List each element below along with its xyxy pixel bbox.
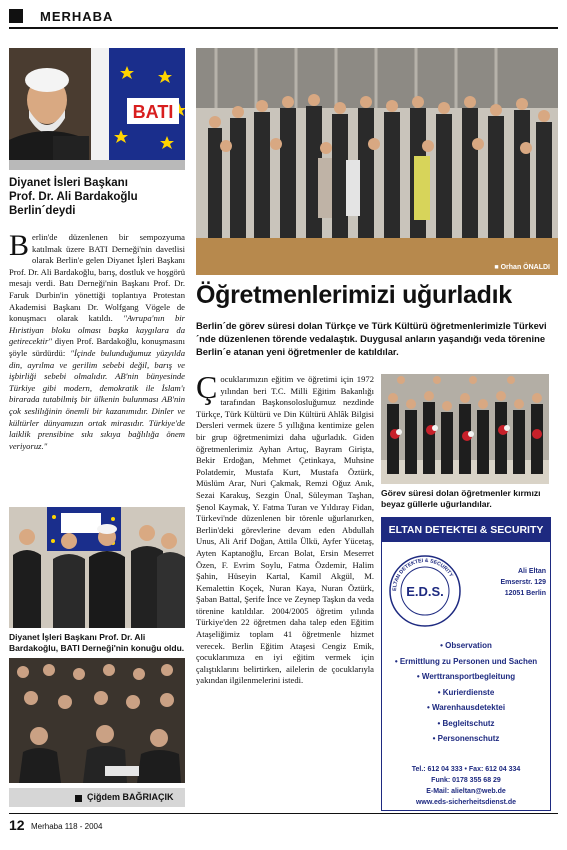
eds-logo bbox=[388, 554, 462, 628]
footer-rule bbox=[9, 813, 558, 814]
ad-service-item: • Werttransportbegleitung bbox=[416, 672, 516, 681]
ad-company-name: ELTAN DETEKTEI & SECURITY bbox=[382, 518, 550, 542]
header-square bbox=[9, 9, 23, 23]
left-drop-cap: B bbox=[9, 229, 30, 262]
banner-text: BATI bbox=[132, 102, 174, 122]
ad-service-item: • Personenschutz bbox=[432, 734, 500, 743]
eds-advertisement bbox=[381, 517, 551, 811]
header-rule bbox=[9, 27, 558, 29]
ad-phone-fax: Tel.: 612 04 333 • Fax: 612 04 334 bbox=[411, 766, 521, 773]
left-photographer: Çiğdem BAĞRIAÇIK bbox=[87, 792, 174, 802]
left-bottom-photo bbox=[9, 658, 185, 783]
left-quote-1: "Avrupa'nın bir Hıristiyan bloku olması başka kaygılara da getirecektir" bbox=[9, 313, 185, 347]
main-lead: Berlin´de görev süresi dolan Türkçe ve Türk Kültürü öğretmenlerimizle Türkevi´nde düzenlenen törende vedalaştık. Duygusal anların yaşandığı veda törenine Berlin´e atanan yeni öğretmenler de katıldılar. bbox=[196, 320, 547, 357]
left-photo-caption: Diyanet İşleri Başkanı Prof. Dr. Ali Bardakoğlu, BATI Derneği'nin konuğu oldu. bbox=[9, 632, 185, 653]
ad-service-item: • Kurierdienste bbox=[437, 687, 495, 697]
ad-service-item: • Warenhausdetektei bbox=[426, 703, 506, 712]
ad-email: E-Mail: alieltan@web.de bbox=[426, 788, 506, 795]
credit-square bbox=[75, 795, 82, 802]
left-quote-2: "İçinde bulunduğumuz yüzyılda din, ayrılma ve gerilim sebebi değil, barış ve işbirliği sebebi olmalıdır. AB'nin bünyesinde Türkiye gibi modern, demokratik ile İslam'ı birarada tutabilmiş bir ülkenin bulunması AB'nin çok seslilığinin önemli bir kazanımıdır. Dinler ve kültürler dünyamızın ortak mirasıdır. Türkiye'de laiklik prensibine sıkı sıkıya bağlılığa önem veriyoruz." bbox=[9, 347, 185, 451]
main-photo-credit: ■ Orhan ÖNALDI bbox=[494, 264, 550, 271]
ad-address-street: Emserstr. 129 bbox=[500, 579, 546, 586]
left-headline-line3: Berlin´deydi bbox=[9, 205, 76, 217]
ad-service-item: • Observation bbox=[440, 641, 492, 650]
left-headline-line1: Diyanet İsleri Başkanı bbox=[9, 177, 128, 189]
left-middle-photo bbox=[9, 507, 185, 628]
ad-service-item: • Begleitschutz bbox=[437, 718, 495, 728]
ad-contact bbox=[388, 764, 544, 808]
ad-address bbox=[482, 566, 546, 599]
main-article-body bbox=[196, 369, 374, 687]
ad-address-city: 12051 Berlin bbox=[504, 590, 546, 597]
left-photographer-bar bbox=[9, 788, 185, 807]
ad-website: www.eds-sicherheitsdienst.de bbox=[415, 799, 517, 806]
left-headline-line2: Prof. Dr. Ali Bardakoğlu bbox=[9, 191, 138, 203]
main-group-photo bbox=[196, 48, 558, 275]
ad-mobile: Funk: 0178 355 68 29 bbox=[431, 777, 501, 784]
ad-services-list bbox=[388, 638, 544, 747]
main-title: Öğretmenlerimizi uğurladık bbox=[196, 281, 512, 309]
ad-service-item: • Ermittlung zu Personen und Sachen bbox=[394, 656, 538, 666]
left-top-photo bbox=[9, 48, 185, 170]
teachers-photo bbox=[381, 374, 549, 484]
main-drop-cap: Ç bbox=[196, 369, 218, 405]
magazine-title: MERHABA bbox=[40, 9, 114, 24]
eds-logo-ring-text: ELTAN DETEKTEI & SECURITY bbox=[391, 557, 454, 592]
page-number: 12 bbox=[9, 817, 25, 833]
left-headline bbox=[9, 176, 184, 218]
ad-address-name: Ali Eltan bbox=[517, 568, 546, 575]
left-body-text: erlin'de düzenlenen bir sempozyuma katılmak üzere BATI Derneği'nin davetlisi olarak Berlin'e gelen Diyanet İşleri Başkanı Prof. Dr. Ali Bardakoğlu, barış, dostluk ve hoşgörü mesajı verdi. Batı Derneği'nin Başkanı Prof. Dr. Faruk Durbin'in yönettiği toplantıya Protestan Akademisi Başkanı Dr. Wolfgang Vögele de konuşmacı olarak katıldı. bbox=[9, 232, 185, 324]
main-photo-credit-text: Orhan ÖNALDI bbox=[500, 264, 550, 271]
issue-label: Merhaba 118 - 2004 bbox=[31, 822, 103, 831]
eds-logo-letters: E.D.S. bbox=[406, 584, 444, 599]
left-article-body bbox=[9, 229, 185, 452]
left-body-text-2: diyen Prof. Bardakoğlu, konuşmasını şöyle sürdürdü: bbox=[9, 336, 185, 358]
main-body-text: ocuklarımızın eğitim ve öğretimi için 1972 yılından beri T.C. Milli Eğitim Bakanlığı tarafından Başkonsolosluğumuz nezdinde Türkçe, Türk Kültürü ve Din Kültürü Ahlâk Bilgisi Dersleri vermek üzere 5 yıllığına kentimize gelen bir grup öğretmenimizi daha uğurladık. Giden öğretmenlerimiz Ayhan Artuç, Bayram Girişta, Bekir Erdoğan, Mehmet Çetinkaya, Muhsine Polatdemir, Mustafa Kurt, Mustafa Öztürk, Müslüm Arar, Nuri Çakmak, Remzi Oğuz Anık, Sezai Karakuş, Sezgin Ünal, Süleyman Taşhan, Şenol Kaymak, Y. Fatma Turan ve Yıldıray Fidan, Türkevi'nde düzenlenen bir törenle uğurlanırken, Berlin'deki görevlerine devam eden Abdullah Unus, Ali Arif Doğan, Attila Ülkü, Ayfer Yücetaş, Ayten Kaptanoğlu, Ercan Bolat, Ersin Meserret Özen, F. Evrim Soylu, Fatma Özdemir, Halim Şahin, Hüseyin Kartal, Kamil Akgül, M. Kemalettin Koçek, Nuran Kaya, Nuran Öztürk, Şaban Battal, Şerife İnce ve Zeynep Taşkın da veda törenine katıldılar. 2004/2005 öğretim yılında Türkiye'den 22 öğretmen daha talep eden Eğitim Ataşeliğimiz toplam 41 öğretmenle hizmet verecek. Berlin Eğitim Ataşesi Cengiz Emik, çocuklarımıza en iyi eğitim vermek için çalıştıklarını belirtirken, ailelerin de çocuklarıyla yakından ilgilenmelerini istedi. bbox=[196, 374, 374, 686]
teachers-photo-caption: Görev süresi dolan öğretmenler kırmızı beyaz güllerle uğurlandılar. bbox=[381, 488, 541, 509]
